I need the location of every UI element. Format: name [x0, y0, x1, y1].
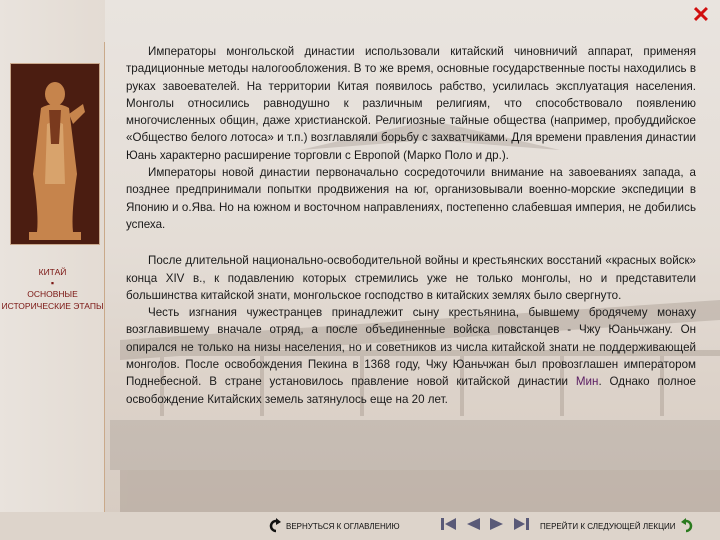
paragraph: Императоры монгольской династии использовали китайский чиновничий аппарат, применяя традиционные методы налогообложения. В то же время, основные государственные посты находились в руках завоевателей. На территории Китая появилось рабство, усилилась эксплуатация населения. Монголы относились равнодушно к различным религиям, что способствовало появлению многочисленных общин, даже христианской. Религиозные тайные общества (например, пробуддийское «Общество белого лотоса» и т.п.) возглавляли борьбу с захватчиками. Для времени правления династии Юань характерно расширение торговли с Европой (Марко Поло и др.).	[126, 45, 696, 162]
next-label: ПЕРЕЙТИ К СЛЕДУЮЩЕЙ ЛЕКЦИИ	[540, 521, 676, 531]
bullet-icon: ▪	[50, 278, 55, 288]
sidebar-menu	[0, 266, 105, 312]
return-icon	[264, 518, 282, 534]
menu-item-historical-stages[interactable]: ОСНОВНЫЕ ИСТОРИЧЕСКИЕ ЭТАПЫ	[1, 289, 104, 311]
last-slide-icon[interactable]	[512, 516, 530, 532]
paragraph: После длительной национально-освободительной войны и крестьянских восстаний «красных войск» конца XIV в., к подавлению которых стремились уже не только монголы, но и представители большинства китайской знати, монгольское господство в китайских землях было свергнуто.	[126, 254, 696, 302]
divider	[104, 42, 105, 512]
back-to-contents-button[interactable]	[264, 518, 400, 534]
next-lecture-button[interactable]	[540, 518, 698, 534]
back-label: ВЕРНУТЬСЯ К ОГЛАВЛЕНИЮ	[286, 521, 400, 531]
paragraph: Императоры новой династии первоначально сосредоточили внимание на завоеваниях запада, а позднее предпринимали попытки продвижения на юг, организовывали военно-морские экспедиции в Японию и о.Ява. Но на южном и восточном направлениях, постепенно слабевшая империя, не добились успеха.	[126, 166, 696, 231]
paragraph: Честь изгнания чужестранцев принадлежит сыну крестьянина, бывшему бродячему монаху возглавившему вначале отряд, а после объединенные войска повстанцев - Чжу Юаньчжану. Он опирался не только на низы населения, но и советников из числа китайской знати не поддерживающей монголов. После освобождения Пекина в 1368 году, Чжу Юаньчжан был провозглашен императором Поднебесной. В стране установилось правление новой китайской династии Мин. Однако полное освобождение Китайских земель затянулось еще на 20 лет.	[126, 306, 696, 406]
sidebar	[0, 0, 105, 540]
main-text	[126, 43, 696, 408]
menu-item-china[interactable]: КИТАЙ	[38, 267, 67, 277]
next-slide-icon[interactable]	[488, 516, 506, 532]
close-icon[interactable]: ✕	[691, 2, 711, 27]
previous-slide-icon[interactable]	[464, 516, 482, 532]
slide-navigation	[440, 516, 530, 532]
ming-link[interactable]: Мин	[575, 375, 599, 389]
first-slide-icon[interactable]	[440, 516, 458, 532]
forward-icon	[680, 518, 698, 534]
statue-image	[10, 63, 100, 245]
